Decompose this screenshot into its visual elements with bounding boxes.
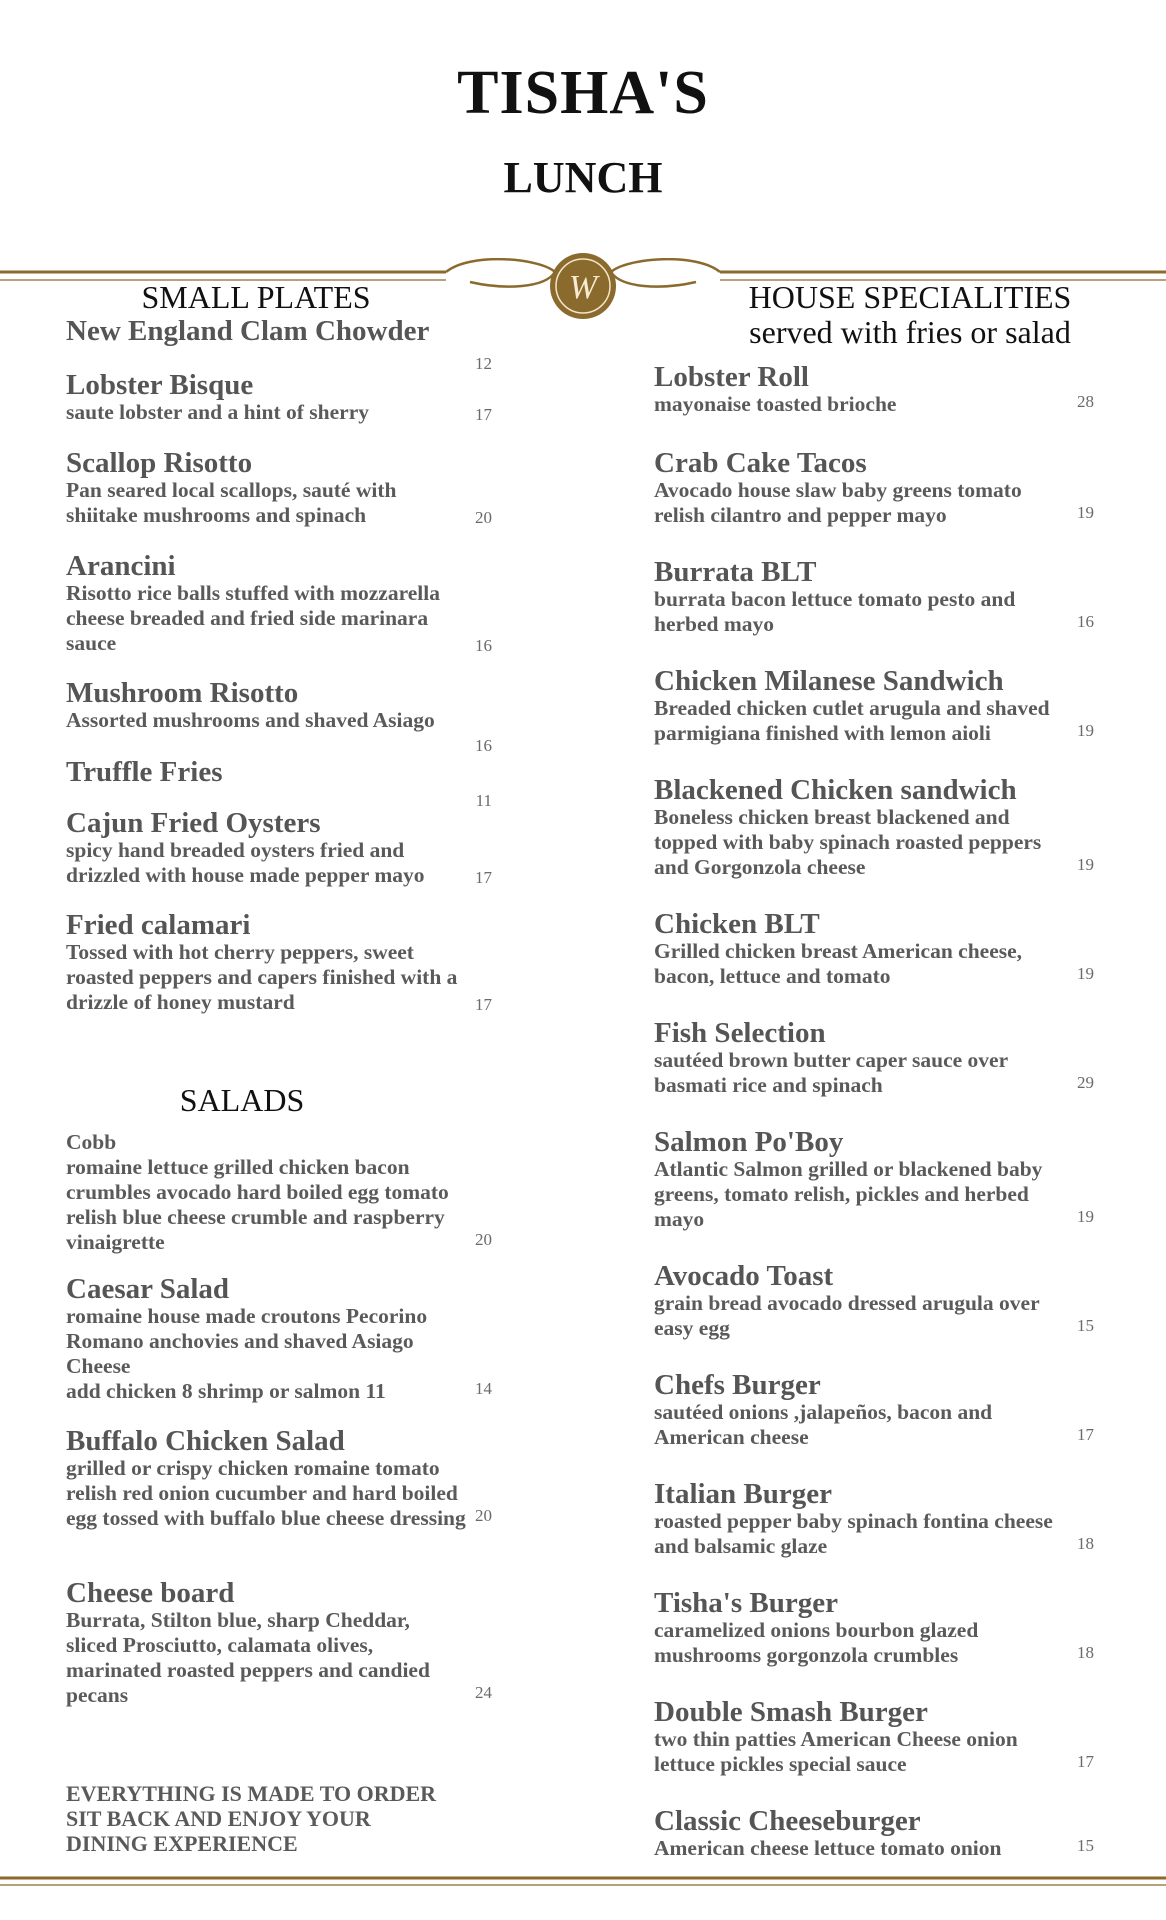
menu-item: [66, 551, 492, 656]
item-desc: caramelized onions bourbon glazed mushrooms gorgonzola crumbles: [654, 1618, 979, 1667]
item-name: Tisha's Burger: [654, 1587, 838, 1619]
item-desc: American cheese lettuce tomato onion: [654, 1836, 1002, 1860]
item-desc: sautéed onions ,jalapeños, bacon and American cheese: [654, 1400, 993, 1449]
monogram-emblem: [547, 250, 619, 322]
item-desc: grain bread avocado dressed arugula over easy egg: [654, 1291, 1040, 1340]
small-plates-heading: SMALL PLATES: [141, 279, 371, 315]
bottom-rule: [0, 1872, 1166, 1892]
menu-item: [66, 678, 492, 756]
footer-line: DINING EXPERIENCE: [66, 1831, 298, 1856]
menu-item: [654, 775, 1094, 880]
menu-item: [654, 1370, 1094, 1450]
item-desc: Breaded chicken cutlet arugula and shaved parmigiana finished with lemon aioli: [654, 696, 1050, 745]
menu-item: [654, 1588, 1094, 1668]
menu-item: [654, 557, 1094, 637]
item-price: 18: [1077, 1643, 1094, 1662]
item-price: 28: [1077, 392, 1094, 411]
menu-item: [66, 448, 492, 528]
menu-item: [654, 1479, 1094, 1559]
item-price: 20: [475, 508, 492, 527]
item-name: Cheese board: [66, 1577, 235, 1609]
menu-item: [66, 316, 492, 374]
item-price: 19: [1077, 964, 1094, 983]
menu-subtitle: LUNCH: [503, 153, 663, 202]
item-price: 20: [475, 1230, 492, 1249]
item-price: 17: [1077, 1752, 1094, 1771]
item-name: Avocado Toast: [654, 1260, 834, 1292]
menu-item: [654, 666, 1094, 746]
menu-item: [654, 448, 1094, 528]
item-name: Arancini: [66, 550, 176, 582]
item-price: 15: [1077, 1836, 1094, 1855]
menu-item: [66, 1130, 492, 1255]
item-name: Crab Cake Tacos: [654, 447, 867, 479]
item-price: 24: [475, 1683, 492, 1702]
footer-line: SIT BACK AND ENJOY YOUR: [66, 1806, 371, 1831]
item-desc: Avocado house slaw baby greens tomato relish cilantro and pepper mayo: [654, 478, 1022, 527]
house-specialities-subheading: served with fries or salad: [749, 314, 1071, 351]
item-price: 14: [475, 1379, 492, 1398]
item-price: 16: [1077, 612, 1094, 631]
item-desc: Grilled chicken breast American cheese, bacon, lettuce and tomato: [654, 939, 1023, 988]
item-name: Lobster Bisque: [66, 369, 254, 401]
menu-item: [66, 1426, 492, 1531]
menu-item: [654, 1697, 1094, 1777]
item-desc: Burrata, Stilton blue, sharp Cheddar, sliced Prosciutto, calamata olives, marinated roasted peppers and candied pecans: [66, 1608, 430, 1707]
item-name: Lobster Roll: [654, 361, 809, 393]
item-price: 11: [475, 791, 492, 810]
item-name: Salmon Po'Boy: [654, 1126, 844, 1158]
item-price: 16: [475, 736, 492, 755]
item-desc: burrata bacon lettuce tomato pesto and herbed mayo: [654, 587, 1016, 636]
item-addon: add chicken 8 shrimp or salmon 11: [66, 1379, 386, 1403]
item-desc: spicy hand breaded oysters fried and drizzled with house made pepper mayo: [66, 838, 425, 887]
menu-item: [66, 370, 492, 425]
item-price: 19: [1077, 721, 1094, 740]
item-desc: two thin patties American Cheese onion lettuce pickles special sauce: [654, 1727, 1018, 1776]
item-price: 19: [1077, 503, 1094, 522]
item-price: 18: [1077, 1534, 1094, 1553]
item-name: Chicken BLT: [654, 908, 820, 940]
item-name: Cobb: [66, 1130, 117, 1154]
item-desc: Pan seared local scallops, sauté with shiitake mushrooms and spinach: [66, 478, 397, 527]
salads-heading: SALADS: [179, 1082, 305, 1118]
menu-item: [654, 1806, 1094, 1861]
restaurant-title: TISHA'S: [457, 59, 709, 127]
item-name: Chefs Burger: [654, 1369, 821, 1401]
item-desc: grilled or crispy chicken romaine tomato relish red onion cucumber and hard boiled egg tossed with buffalo blue cheese dressing: [66, 1456, 466, 1530]
menu-item: [654, 909, 1094, 989]
menu-item: [66, 910, 492, 1015]
menu-item: [66, 757, 492, 811]
item-name: Truffle Fries: [66, 756, 223, 788]
monogram-letter: W: [568, 269, 598, 306]
item-name: Cajun Fried Oysters: [66, 807, 321, 839]
item-name: Burrata BLT: [654, 556, 817, 588]
item-desc: mayonaise toasted brioche: [654, 392, 897, 416]
item-price: 17: [475, 868, 492, 887]
item-price: 29: [1077, 1073, 1094, 1092]
footer-line: EVERYTHING IS MADE TO ORDER: [66, 1781, 437, 1806]
item-name: Chicken Milanese Sandwich: [654, 665, 1004, 697]
menu-item: [66, 1578, 492, 1708]
item-price: 16: [475, 636, 492, 655]
item-name: Fried calamari: [66, 909, 251, 941]
item-name: Classic Cheeseburger: [654, 1805, 921, 1837]
item-desc: Risotto rice balls stuffed with mozzarella cheese breaded and fried side marinara sauce: [66, 581, 440, 655]
menu-item: [654, 362, 1094, 417]
item-price: 15: [1077, 1316, 1094, 1335]
item-name: Caesar Salad: [66, 1273, 230, 1305]
item-name: Fish Selection: [654, 1017, 826, 1049]
item-price: 17: [475, 995, 492, 1014]
item-name: Buffalo Chicken Salad: [66, 1425, 345, 1457]
item-price: 19: [1077, 855, 1094, 874]
item-name: New England Clam Chowder: [66, 315, 430, 347]
item-price: 17: [475, 405, 492, 424]
item-desc: romaine lettuce grilled chicken bacon crumbles avocado hard boiled egg tomato relish blue cheese crumble and raspberry vinaigrette: [66, 1155, 449, 1254]
house-specialities-title: HOUSE SPECIALITIES: [748, 279, 1072, 315]
menu-item: [66, 808, 492, 888]
item-desc: Tossed with hot cherry peppers, sweet roasted peppers and capers finished with a drizzle of honey mustard: [66, 940, 458, 1014]
item-price: 17: [1077, 1425, 1094, 1444]
item-desc: saute lobster and a hint of sherry: [66, 400, 370, 424]
item-name: Mushroom Risotto: [66, 677, 299, 709]
item-desc: Assorted mushrooms and shaved Asiago: [66, 708, 435, 732]
house-specialities-heading: [740, 280, 1080, 350]
item-price: 20: [475, 1506, 492, 1525]
item-price: 19: [1077, 1207, 1094, 1226]
item-desc: romaine house made croutons Pecorino Romano anchovies and shaved Asiago Cheese: [66, 1304, 428, 1378]
menu-item: [654, 1127, 1094, 1232]
item-name: Italian Burger: [654, 1478, 833, 1510]
item-name: Double Smash Burger: [654, 1696, 928, 1728]
item-name: Blackened Chicken sandwich: [654, 774, 1017, 806]
menu-item: [654, 1261, 1094, 1341]
item-name: Scallop Risotto: [66, 447, 253, 479]
item-price: 12: [475, 354, 492, 373]
item-desc: roasted pepper baby spinach fontina cheese and balsamic glaze: [654, 1509, 1053, 1558]
item-desc: Boneless chicken breast blackened and topped with baby spinach roasted peppers and Gorgonzola cheese: [654, 805, 1042, 879]
menu-item: [66, 1274, 492, 1404]
footer-note: [66, 1781, 506, 1856]
menu-item: [654, 1018, 1094, 1098]
item-desc: Atlantic Salmon grilled or blackened baby greens, tomato relish, pickles and herbed mayo: [654, 1157, 1043, 1231]
item-desc: sautéed brown butter caper sauce over basmati rice and spinach: [654, 1048, 1008, 1097]
